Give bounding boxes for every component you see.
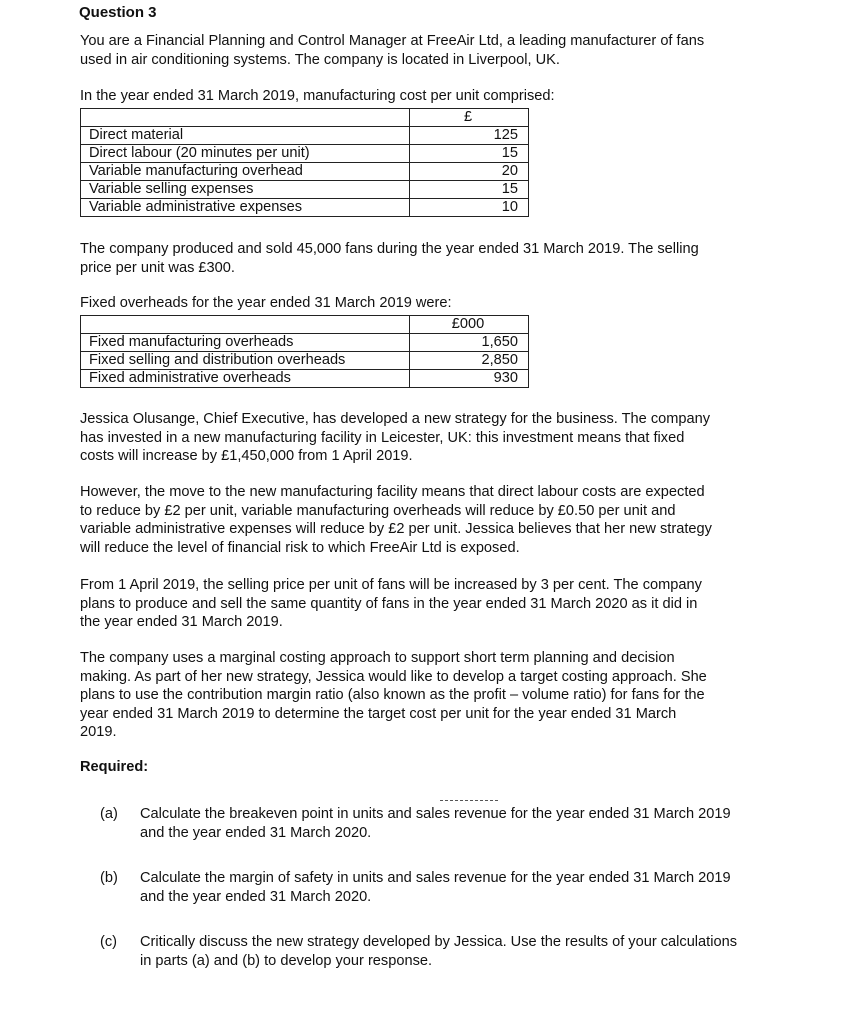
- text-line: costs will increase by £1,450,000 from 1 April 2019.: [80, 448, 413, 464]
- row-label: Direct material: [81, 127, 410, 145]
- text-line: Fixed overheads for the year ended 31 March 2019 were:: [80, 295, 452, 311]
- table-row: [81, 163, 529, 181]
- table-row: [81, 199, 529, 217]
- row-value: 125: [410, 127, 529, 145]
- question-heading: Question 3: [79, 4, 157, 21]
- text-line: year ended 31 March 2019 to determine the target cost per unit for the year ended 31 March: [80, 705, 677, 722]
- table-row: [81, 370, 529, 388]
- text-line: and the year ended 31 March 2020.: [140, 824, 372, 841]
- however-paragraph: [80, 483, 770, 557]
- production-paragraph: [80, 240, 770, 277]
- table-row: [81, 181, 529, 199]
- text-line: plans to use the contribution margin ratio (also known as the profit – volume ratio) for fans for the: [80, 687, 705, 703]
- text-line: used in air conditioning systems. The company is located in Liverpool, UK.: [80, 51, 560, 68]
- text-line: Critically discuss the new strategy developed by Jessica. Use the results of your calculations: [140, 934, 737, 950]
- table-header-row: [81, 109, 529, 127]
- header-label-cell: [81, 316, 410, 334]
- text-line: the year ended 31 March 2019.: [80, 614, 283, 630]
- currency-header: £: [410, 109, 529, 127]
- variable-cost-table: [80, 108, 529, 217]
- table-row: [81, 127, 529, 145]
- fixed-intro: [80, 294, 770, 313]
- item-letter: (c): [100, 934, 118, 950]
- table-header-row: [81, 316, 529, 334]
- table-row: [81, 352, 529, 370]
- text-line: has invested in a new manufacturing facility in Leicester, UK: this investment means that fixed: [80, 429, 685, 446]
- text-line: Calculate the breakeven point in units and sales revenue for the year ended 31 March 2019: [140, 806, 731, 822]
- row-label: Variable selling expenses: [81, 181, 410, 199]
- table-row: [81, 145, 529, 163]
- row-value: 2,850: [410, 352, 529, 370]
- row-value: 15: [410, 145, 529, 163]
- text-line: However, the move to the new manufacturing facility means that direct labour costs are expected: [80, 484, 705, 500]
- row-value: 20: [410, 163, 529, 181]
- annotation-mark: [440, 800, 498, 801]
- text-line: 2019.: [80, 724, 117, 740]
- row-label: Variable administrative expenses: [81, 199, 410, 217]
- text-line: Calculate the margin of safety in units and sales revenue for the year ended 31 March 2019: [140, 870, 731, 886]
- row-label: Fixed selling and distribution overheads: [81, 352, 410, 370]
- text-line: and the year ended 31 March 2020.: [140, 888, 372, 905]
- text-line: plans to produce and sell the same quantity of fans in the year ended 31 March 2020 as it did in: [80, 595, 698, 612]
- text-line: will reduce the level of financial risk to which FreeAir Ltd is exposed.: [80, 539, 520, 556]
- intro-paragraph: [80, 32, 770, 69]
- row-label: Direct labour (20 minutes per unit): [81, 145, 410, 163]
- item-text: [140, 933, 800, 970]
- text-line: The company uses a marginal costing approach to support short term planning and decision: [80, 650, 675, 666]
- row-value: 930: [410, 370, 529, 388]
- text-line: price per unit was £300.: [80, 259, 235, 276]
- currency-header: £000: [410, 316, 529, 334]
- marginal-costing-paragraph: [80, 649, 770, 742]
- row-value: 1,650: [410, 334, 529, 352]
- item-text: [140, 805, 800, 842]
- row-value: 10: [410, 199, 529, 217]
- text-line: In the year ended 31 March 2019, manufacturing cost per unit comprised:: [80, 88, 555, 104]
- header-label-cell: [81, 109, 410, 127]
- required-label: Required:: [80, 759, 149, 775]
- pricing-paragraph: [80, 576, 770, 632]
- text-line: You are a Financial Planning and Control Manager at FreeAir Ltd, a leading manufacturer of fans: [80, 33, 705, 49]
- item-letter: (a): [100, 806, 118, 822]
- row-label: Fixed administrative overheads: [81, 370, 410, 388]
- text-line: variable administrative expenses will reduce by £2 per unit. Jessica believes that her new strategy: [80, 521, 712, 537]
- strategy-paragraph: [80, 410, 770, 466]
- cost-intro: [80, 87, 770, 106]
- text-line: Jessica Olusange, Chief Executive, has developed a new strategy for the business. The company: [80, 411, 711, 427]
- text-line: The company produced and sold 45,000 fans during the year ended 31 March 2019. The selling: [80, 241, 699, 257]
- table-row: [81, 334, 529, 352]
- row-label: Variable manufacturing overhead: [81, 163, 410, 181]
- text-line: making. As part of her new strategy, Jessica would like to develop a target costing approach. She: [80, 668, 707, 685]
- row-label: Fixed manufacturing overheads: [81, 334, 410, 352]
- item-text: [140, 869, 800, 906]
- text-line: From 1 April 2019, the selling price per unit of fans will be increased by 3 per cent. The company: [80, 577, 702, 593]
- row-value: 15: [410, 181, 529, 199]
- text-line: to reduce by £2 per unit, variable manufacturing overheads will reduce by £0.50 per unit and: [80, 502, 676, 519]
- fixed-overheads-table: [80, 315, 529, 388]
- text-line: in parts (a) and (b) to develop your response.: [140, 952, 433, 969]
- item-letter: (b): [100, 870, 118, 886]
